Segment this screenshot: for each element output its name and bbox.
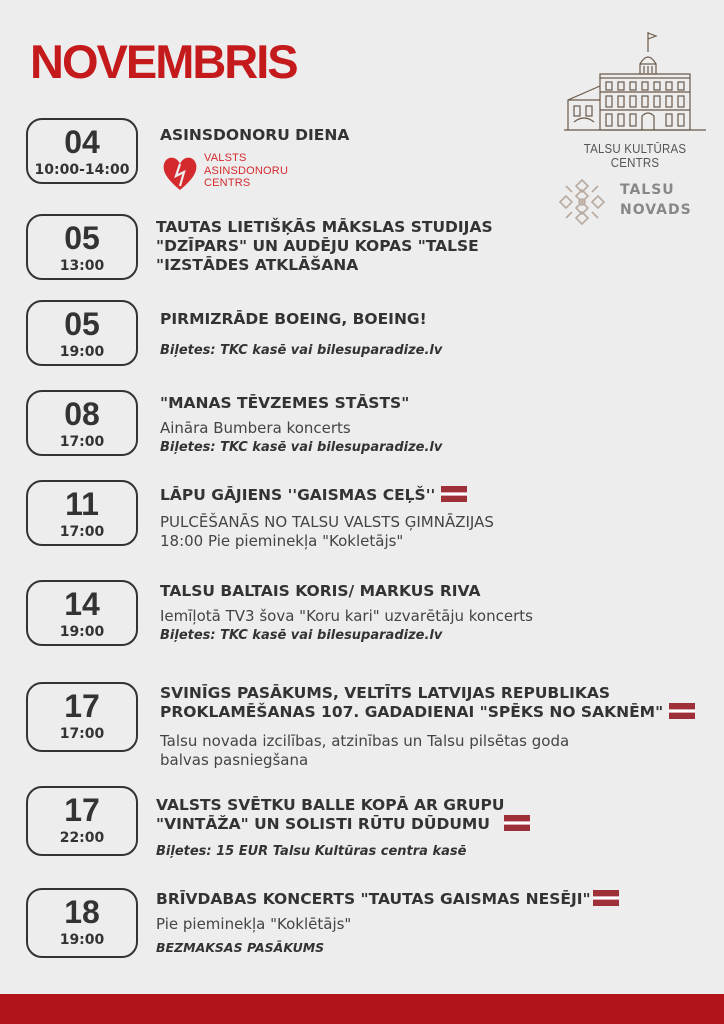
event-name: BRĪVDABAS KONCERTS "TAUTAS GAISMAS NESĒJI" [156, 890, 696, 909]
event-name: "MANAS TĒVZEMES STĀSTS" [160, 394, 410, 412]
event-description: PULCĒŠANĀS NO TALSU VALSTS ĢIMNĀZIJAS 18:00 Pie pieminekļa "Kokletājs" [160, 513, 494, 550]
latvian-flag-icon [593, 890, 619, 906]
latvian-flag-icon [669, 703, 695, 719]
event-description: Iemīļotā TV3 šova "Koru kari" uzvarētāju koncerts [160, 607, 533, 625]
building-icon [560, 30, 710, 134]
tickets-info: Biļetes: TKC kasē vai bilesuparadize.lv [160, 628, 443, 643]
latvian-flag-icon [504, 815, 530, 831]
event-name: TAUTAS LIETIŠĶĀS MĀKSLAS STUDIJAS "DZĪPARS" UN AUDĒJU KOPAS "TALSE "IZSTĀDES ATKLĀŠANA [156, 218, 493, 274]
date-box: 05 19:00 [26, 300, 138, 366]
tickets-info: BEZMAKSAS PASĀKUMS [156, 940, 325, 955]
event [160, 582, 700, 643]
date-box: 17 22:00 [26, 786, 138, 856]
event-name: LĀPU GĀJIENS ''GAISMAS CEĻŠ'' [160, 486, 700, 505]
tickets-info: Biļetes: 15 EUR Talsu Kultūras centra kasē [156, 844, 467, 859]
latvian-flag-icon [441, 486, 467, 502]
event-description: Aināra Bumbera koncerts [160, 419, 351, 437]
event-name: SVINĪGS PASĀKUMS, VELTĪTS LATVIJAS REPUBLIKAS PROKLAMĒŠANAS 107. GADADIENAI "SPĒKS NO SAKNĒM" [160, 684, 720, 722]
event [156, 890, 696, 955]
event [160, 684, 720, 770]
event [160, 394, 700, 455]
date-box: 18 19:00 [26, 888, 138, 958]
heart-icon [160, 152, 200, 192]
talsu-kulturas-centrs-logo [560, 30, 710, 170]
tickets-info: Biļetes: TKC kasē vai bilesuparadize.lv [160, 343, 443, 358]
event-name: VALSTS SVĒTKU BALLE KOPĀ AR GRUPU "VINTĀŽA" UN SOLISTI RŪTU DŪDUMU [156, 796, 696, 834]
date-box: 17 17:00 [26, 682, 138, 752]
event-name: TALSU BALTAIS KORIS/ MARKUS RIVA [160, 582, 481, 600]
date-box: 05 13:00 [26, 214, 138, 280]
event-name: PIRMIZRĀDE BOEING, BOEING! [160, 310, 427, 328]
event [156, 218, 696, 275]
event [160, 126, 700, 145]
event [160, 310, 700, 358]
event-name: ASINSDONORU DIENA [160, 126, 350, 144]
date-box: 11 17:00 [26, 480, 138, 546]
event [160, 486, 700, 551]
tkc-caption: TALSU KULTŪRAS CENTRS [583, 142, 687, 170]
novads-text: TALSU NOVADS [620, 182, 692, 218]
date-box: 14 19:00 [26, 580, 138, 646]
tickets-info: Biļetes: TKC kasē vai bilesuparadize.lv [160, 440, 443, 455]
page-title: NOVEMBRIS [30, 35, 297, 88]
date-box: 08 17:00 [26, 390, 138, 456]
date-box: 04 10:00-14:00 [26, 118, 138, 184]
event-description: Talsu novada izcilības, atzinības un Talsu pilsētas goda balvas pasniegšana [160, 732, 570, 769]
footer-bar [0, 994, 724, 1024]
event-description: Pie pieminekļa "Koklētājs" [156, 915, 352, 933]
asinsdonoru-centrs-logo: VALSTS ASINSDONORU CENTRS [160, 152, 300, 192]
event [156, 796, 696, 859]
